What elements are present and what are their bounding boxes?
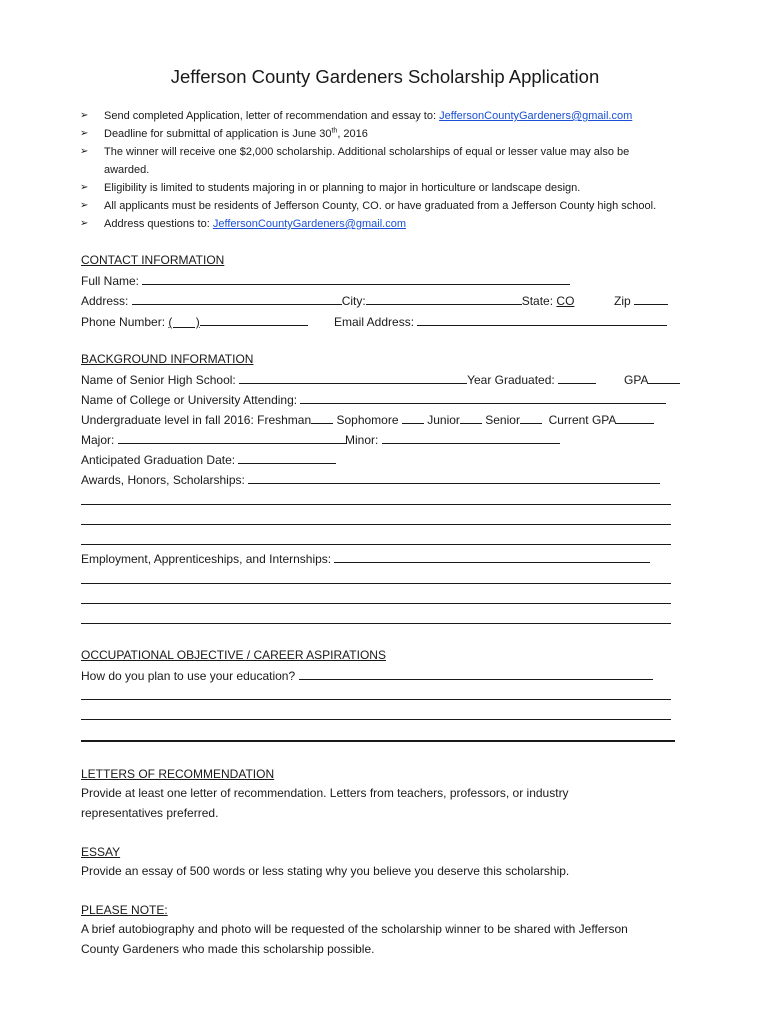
employment-field[interactable] — [334, 550, 650, 563]
state-label: State: — [521, 294, 554, 308]
undergrad-level-label: Undergraduate level in fall 2016: Freshman — [81, 413, 312, 427]
email-field[interactable] — [417, 313, 667, 326]
instruction-text: All applicants must be residents of Jefferson County, CO. or have graduated from a Jefferson County high school. — [104, 200, 657, 212]
employment-row — [81, 550, 650, 566]
senior-field[interactable] — [520, 411, 542, 424]
arrow-bullet-icon: ➢ — [80, 182, 89, 193]
instruction-text: Address questions to: — [104, 218, 213, 230]
zip-group — [614, 292, 668, 309]
city-field[interactable] — [366, 292, 522, 305]
graduation-date-field[interactable] — [238, 451, 336, 464]
awards-line[interactable] — [81, 504, 671, 505]
essay-text: Provide an essay of 500 words or less stating why you believe you deserve this scholarship. — [81, 864, 570, 878]
instruction-text-after: , 2016 — [337, 128, 368, 140]
employment-line[interactable] — [81, 623, 671, 624]
sophomore-label: Sophomore — [336, 413, 399, 427]
full-name-row — [81, 272, 570, 288]
email-link[interactable]: JeffersonCountyGardeners@gmail.com — [439, 110, 633, 122]
sophomore-field[interactable] — [402, 411, 424, 424]
phone-area-code[interactable]: ( ) — [168, 315, 200, 329]
note-text-line1: A brief autobiography and photo will be requested of the scholarship winner to be shared with Jefferson — [81, 922, 628, 936]
instruction-text: Deadline for submittal of application is June 30 — [104, 128, 332, 140]
email-link[interactable]: JeffersonCountyGardeners@gmail.com — [212, 218, 407, 230]
instruction-text: Eligibility is limited to students majoring in or planning to major in horticulture or landscape design. — [104, 182, 581, 194]
awards-row — [81, 471, 660, 487]
arrow-bullet-icon: ➢ — [80, 110, 89, 121]
address-field[interactable] — [132, 292, 342, 305]
full-name-field[interactable] — [142, 272, 570, 285]
awards-line[interactable] — [81, 524, 671, 525]
note-heading: PLEASE NOTE: — [81, 903, 168, 917]
high-school-row — [81, 371, 691, 387]
address-row — [81, 292, 691, 308]
awards-label: Awards, Honors, Scholarships: — [81, 473, 245, 487]
education-plan-label: How do you plan to use your education? — [81, 669, 296, 683]
list-item — [80, 215, 720, 233]
arrow-bullet-icon: ➢ — [80, 218, 89, 229]
junior-field[interactable] — [460, 411, 482, 424]
letters-heading: LETTERS OF RECOMMENDATION — [81, 767, 275, 781]
state-value[interactable]: CO — [556, 294, 575, 308]
objective-line[interactable] — [81, 719, 671, 720]
current-gpa-field[interactable] — [616, 411, 654, 424]
email-group — [334, 313, 667, 330]
list-item — [80, 179, 720, 197]
letters-text-line2: representatives preferred. — [81, 806, 219, 820]
employment-label: Employment, Apprenticeships, and Internships: — [81, 552, 332, 566]
college-label: Name of College or University Attending: — [81, 393, 298, 407]
list-item — [80, 197, 720, 215]
freshman-field[interactable] — [311, 411, 333, 424]
essay-heading: ESSAY — [81, 845, 121, 859]
objective-line[interactable] — [81, 699, 671, 700]
arrow-bullet-icon: ➢ — [80, 128, 89, 139]
instruction-text-continued: awarded. — [104, 164, 150, 176]
year-graduated-label: Year Graduated: — [467, 373, 555, 387]
instruction-text: Send completed Application, letter of recommendation and essay to: — [104, 110, 440, 122]
major-label: Major: — [81, 433, 115, 447]
zip-label: Zip — [614, 294, 631, 308]
ordinal-suffix: th — [331, 127, 338, 135]
senior-label: Senior — [485, 413, 520, 427]
instruction-text: The winner will receive one $2,000 scholarship. Additional scholarships of equal or lesser value may also be — [104, 146, 630, 158]
minor-field[interactable] — [382, 431, 560, 444]
major-row — [81, 431, 691, 447]
college-field[interactable] — [300, 391, 666, 404]
phone-row — [81, 313, 691, 329]
phone-field[interactable] — [200, 313, 308, 326]
college-row — [81, 391, 666, 407]
zip-field[interactable] — [634, 292, 668, 305]
education-plan-row — [81, 667, 653, 683]
major-field[interactable] — [118, 431, 346, 444]
graduation-date-row — [81, 451, 336, 467]
page-title: Jefferson County Gardeners Scholarship Application — [170, 66, 600, 87]
graduation-date-label: Anticipated Graduation Date: — [81, 453, 236, 467]
undergrad-level-row — [81, 411, 654, 427]
minor-group — [345, 431, 560, 448]
email-label: Email Address: — [334, 315, 415, 329]
full-name-label: Full Name: — [81, 274, 140, 288]
arrow-bullet-icon: ➢ — [80, 200, 89, 211]
objective-heading: OCCUPATIONAL OBJECTIVE / CAREER ASPIRATIONS — [81, 648, 386, 662]
year-graduated-field[interactable] — [558, 371, 596, 384]
note-text-line2: County Gardeners who made this scholarship possible. — [81, 942, 375, 956]
employment-line[interactable] — [81, 603, 671, 604]
junior-label: Junior — [427, 413, 460, 427]
background-heading: BACKGROUND INFORMATION — [81, 352, 254, 366]
minor-label: Minor: — [345, 433, 379, 447]
list-item — [80, 107, 720, 125]
high-school-label: Name of Senior High School: — [81, 373, 236, 387]
list-item — [80, 125, 720, 143]
objective-line[interactable] — [81, 740, 675, 742]
gpa-label: GPA — [624, 373, 649, 387]
employment-line[interactable] — [81, 583, 671, 584]
awards-line[interactable] — [81, 544, 671, 545]
phone-label: Phone Number: — [81, 315, 166, 329]
education-plan-field[interactable] — [299, 667, 653, 680]
contact-heading: CONTACT INFORMATION — [81, 253, 225, 267]
address-label: Address: — [81, 294, 129, 308]
awards-field[interactable] — [248, 471, 660, 484]
instructions-list — [80, 107, 720, 233]
gpa-group — [624, 371, 680, 388]
current-gpa-label: Current GPA — [548, 413, 617, 427]
gpa-field[interactable] — [648, 371, 680, 384]
list-item — [80, 143, 720, 179]
letters-text-line1: Provide at least one letter of recommendation. Letters from teachers, professors, or industry — [81, 786, 569, 800]
arrow-bullet-icon: ➢ — [80, 146, 89, 157]
high-school-field[interactable] — [239, 371, 467, 384]
city-label: City: — [341, 294, 366, 308]
